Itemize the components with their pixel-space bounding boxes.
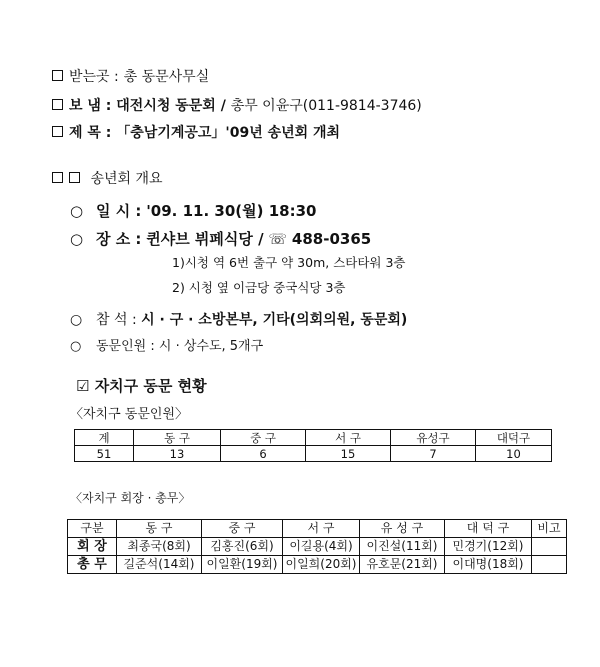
table-cell: 이대명(18회)	[445, 556, 532, 574]
table-header-cell: 중 구	[202, 520, 283, 538]
members-label: 동문인원 :	[96, 339, 155, 354]
subject-line	[52, 122, 340, 142]
square-bullet-icon	[52, 99, 63, 110]
table-cell: 이일환(19회)	[202, 556, 283, 574]
table-cell: 유호문(21회)	[360, 556, 445, 574]
sender-value: 대전시청 동문회 /	[116, 98, 226, 114]
row-header-cell: 총 무	[68, 556, 117, 574]
table-cell	[532, 538, 567, 556]
status-heading	[76, 375, 207, 396]
direction-1: 1)시청 역 6번 출구 약 30m, 스타타워 3층	[172, 255, 406, 270]
subject-label: 제 목 :	[69, 125, 112, 141]
circle-bullet-icon: ○	[70, 312, 83, 328]
table-cell: 최종국(8회)	[117, 538, 202, 556]
table-header-cell: 유성구	[391, 430, 476, 446]
row-header-cell: 회 장	[68, 538, 117, 556]
date-label: 일 시 :	[96, 202, 142, 220]
square-bullet-icon	[69, 172, 80, 183]
table-header-cell: 대덕구	[476, 430, 552, 446]
overview-heading	[52, 168, 163, 188]
table-header-row	[75, 430, 552, 446]
table-header-cell: 중 구	[221, 430, 306, 446]
officers-table	[67, 519, 567, 574]
table-cell: 13	[134, 446, 221, 462]
recipient-value: 총 동문사무실	[123, 69, 210, 85]
table-header-cell: 동 구	[134, 430, 221, 446]
phone-number: 488-0365	[291, 230, 372, 248]
date-value: '09. 11. 30(월) 18:30	[146, 202, 317, 220]
table-cell: 민경기(12회)	[445, 538, 532, 556]
table-row	[75, 446, 552, 462]
sender-line	[52, 95, 422, 115]
checkbox-checked-icon: ☑	[76, 377, 90, 395]
place-value: 퀸샤브 뷔페식당 /	[146, 230, 264, 248]
recipient-line	[52, 66, 209, 86]
circle-bullet-icon: ○	[70, 202, 84, 220]
table-header-cell: 대 덕 구	[445, 520, 532, 538]
attend-value: 시 · 구 · 소방본부, 기타(의회의원, 동문회)	[141, 312, 408, 328]
phone-icon: ☏	[268, 230, 288, 248]
table-cell: 이길용(4회)	[283, 538, 360, 556]
table-header-cell: 동 구	[117, 520, 202, 538]
table-cell: 이진설(11회)	[360, 538, 445, 556]
subject-value: 「충남기계공고」'09년 송년회 개최	[116, 125, 341, 141]
sender-extra: 총무 이윤구(011-9814-3746)	[230, 98, 422, 114]
table-header-row	[68, 520, 567, 538]
members-value: 시 · 상수도, 5개구	[158, 339, 264, 354]
table-header-cell: 구분	[68, 520, 117, 538]
table-cell: 51	[75, 446, 134, 462]
attend-label: 참 석 :	[96, 312, 137, 328]
square-bullet-icon	[52, 126, 63, 137]
table-header-cell: 계	[75, 430, 134, 446]
square-bullet-icon	[52, 70, 63, 81]
overview-title: 송년회 개요	[90, 171, 163, 187]
place-line	[70, 228, 371, 249]
date-line	[70, 200, 316, 221]
table-header-cell: 유 성 구	[360, 520, 445, 538]
table-cell: 7	[391, 446, 476, 462]
table2-caption: 〈자치구 회장 · 총무〉	[70, 491, 191, 505]
table-row	[68, 556, 567, 574]
members-count-table	[74, 429, 552, 462]
table-cell: 김홍진(6회)	[202, 538, 283, 556]
table-cell: 길준석(14회)	[117, 556, 202, 574]
table-cell	[532, 556, 567, 574]
status-title: 자치구 동문 현황	[94, 377, 207, 395]
table-cell: 6	[221, 446, 306, 462]
circle-bullet-icon: ○	[70, 339, 82, 354]
recipient-label: 받는곳 :	[69, 69, 119, 85]
table-row	[68, 538, 567, 556]
members-line	[70, 335, 263, 354]
table-header-cell: 비고	[532, 520, 567, 538]
direction-2: 2) 시청 옆 이금당 중국식당 3층	[172, 280, 346, 295]
table-header-cell: 서 구	[283, 520, 360, 538]
circle-bullet-icon: ○	[70, 230, 84, 248]
attend-line	[70, 309, 407, 329]
table-header-cell: 서 구	[306, 430, 391, 446]
sender-label: 보 냄 :	[69, 98, 112, 114]
table-cell: 15	[306, 446, 391, 462]
square-bullet-icon	[52, 172, 63, 183]
place-label: 장 소 :	[96, 230, 142, 248]
table-cell: 이일희(20회)	[283, 556, 360, 574]
table1-caption: 〈자치구 동문인원〉	[70, 407, 189, 422]
table-cell: 10	[476, 446, 552, 462]
